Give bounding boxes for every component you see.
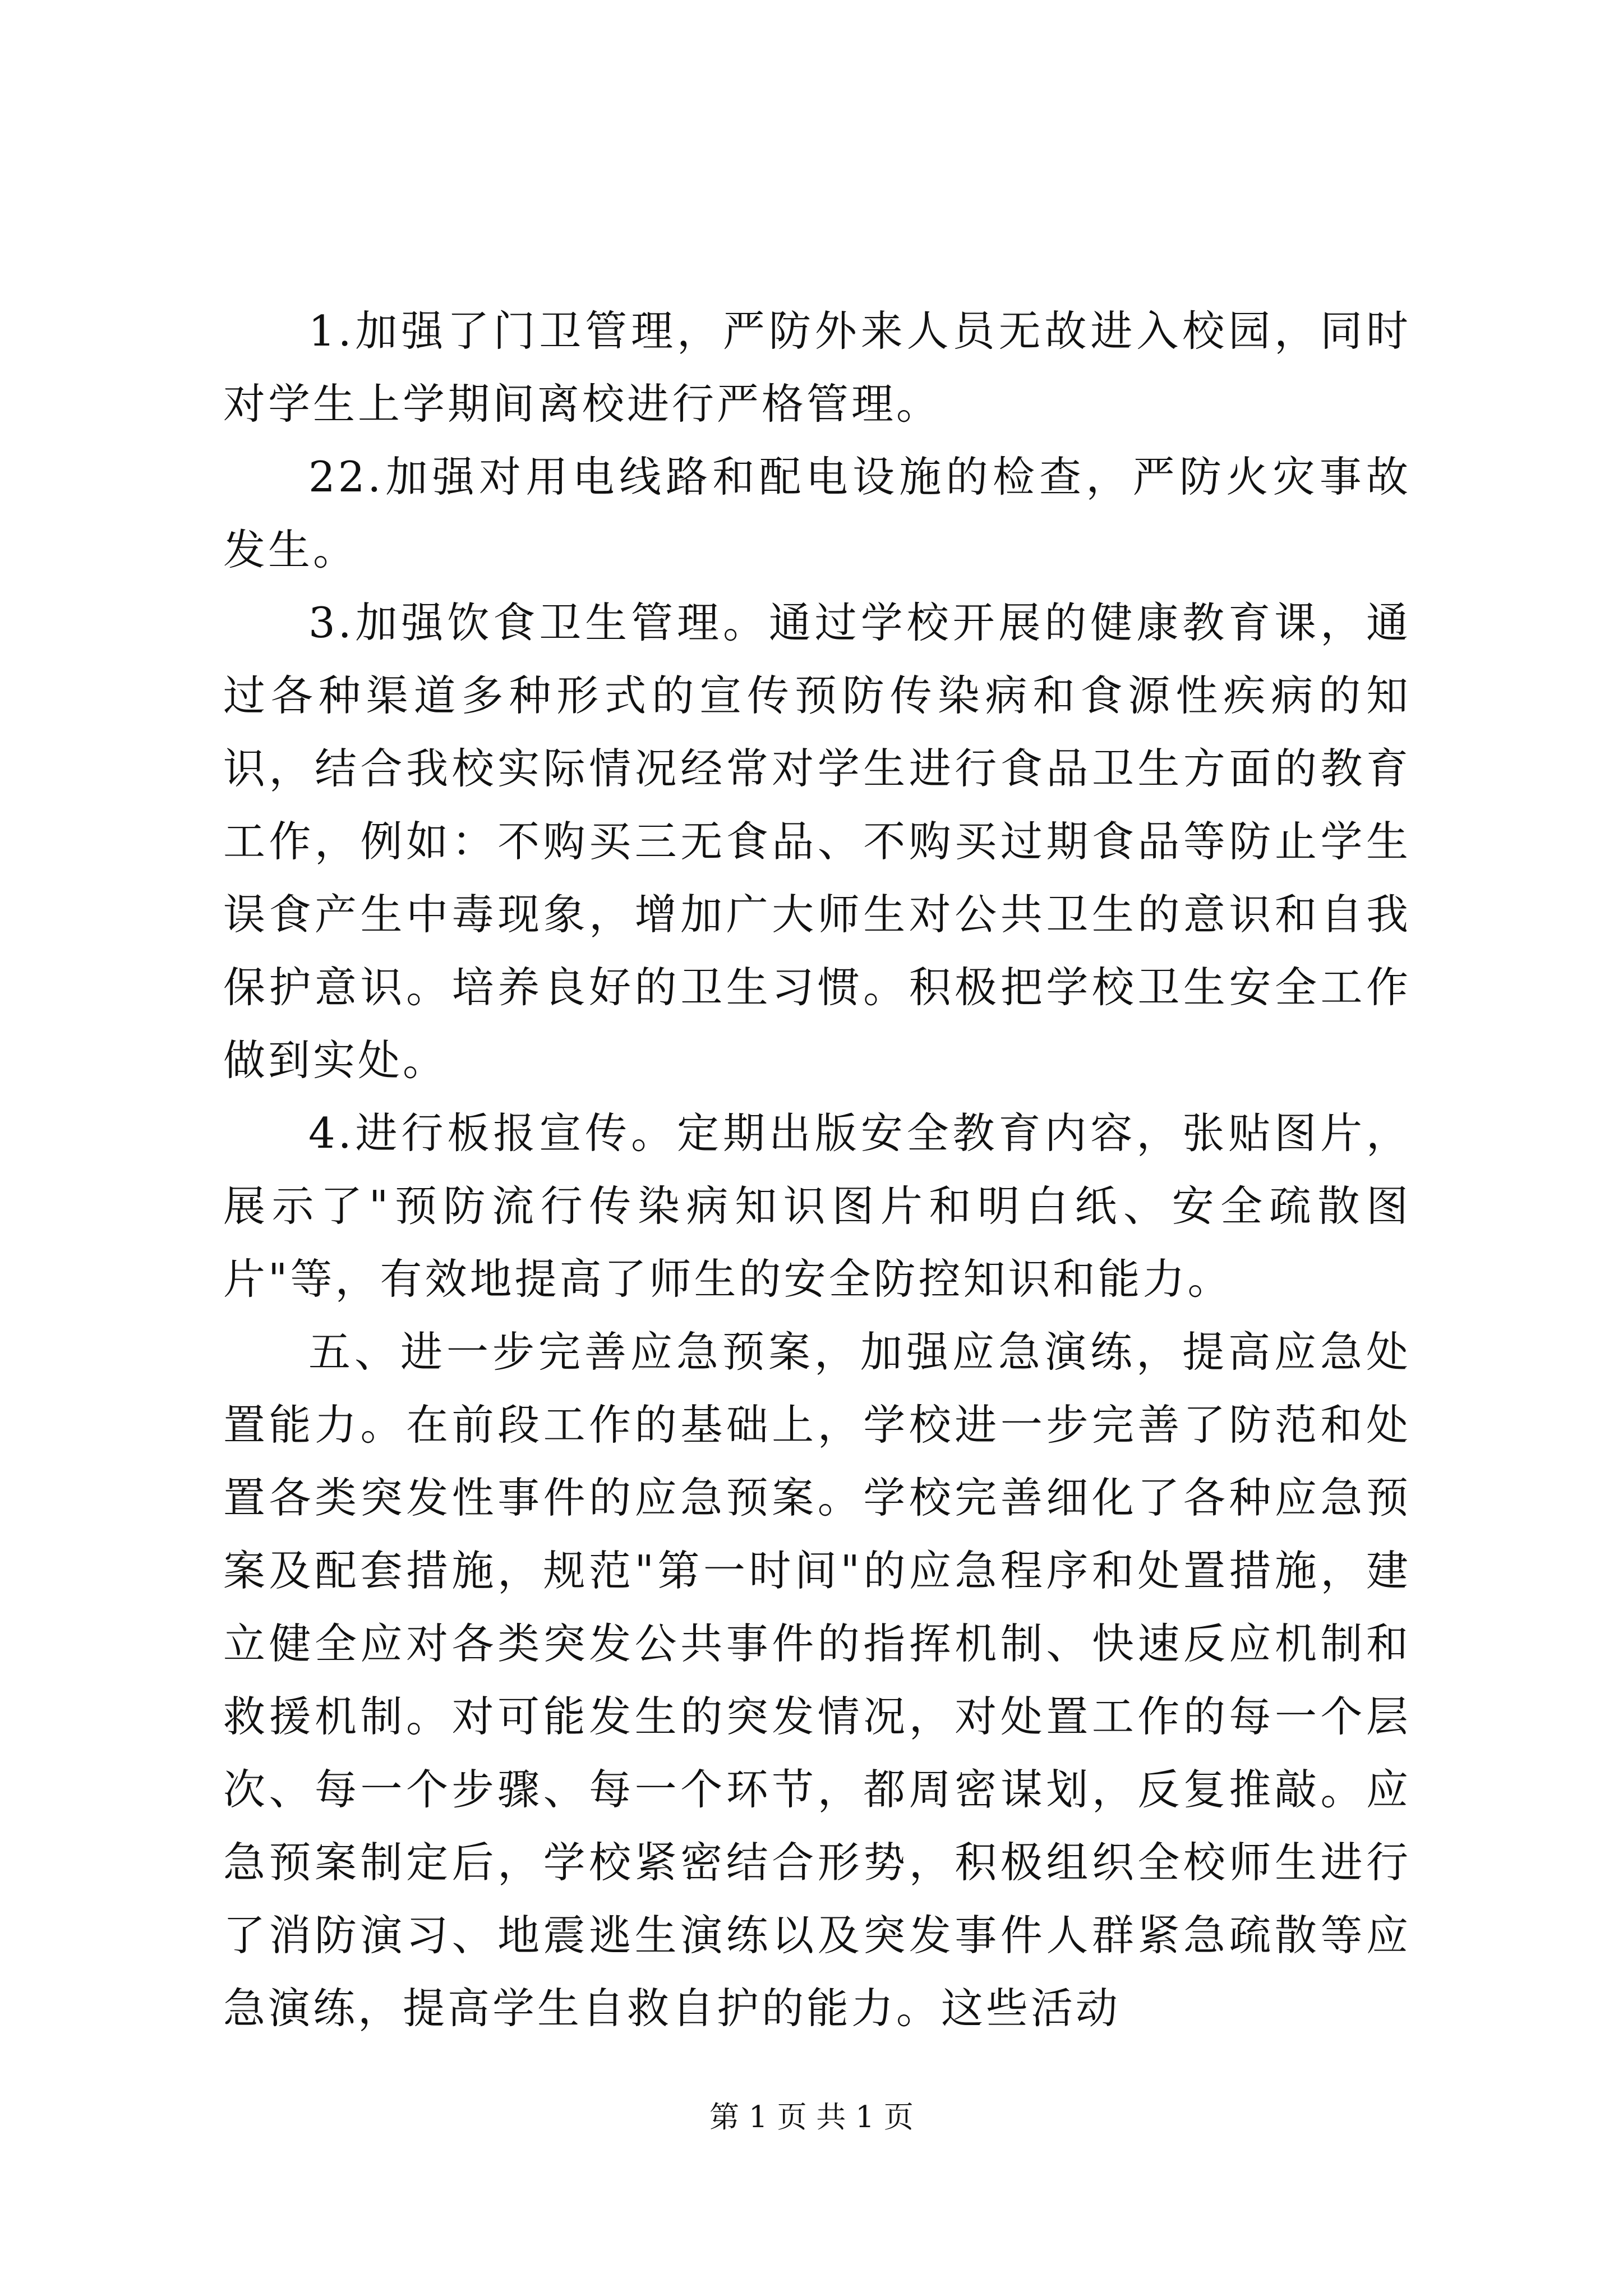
document-body [223, 295, 1411, 2045]
paragraph-5: 五、进一步完善应急预案，加强应急演练，提高应急处置能力。在前段工作的基础上，学校进一步完善了防范和处置各类突发性事件的应急预案。学校完善细化了各种应急预案及配套措施，规范"第一时间"的应急程序和处置措施，建立健全应对各类突发公共事件的指挥机制、快速反应机制和救援机制。对可能发生的突发情况，对处置工作的每一个层次、每一个步骤、每一个环节，都周密谋划，反复推敲。应急预案制定后，学校紧密结合形势，积极组织全校师生进行了消防演习、地震逃生演练以及突发事件人群紧急疏散等应急演练，提高学生自救自护的能力。这些活动 [223, 1327, 1411, 2033]
paragraph-3: 3.加强饮食卫生管理。通过学校开展的健康教育课，通过各种渠道多种形式的宣传预防传染病和食源性疾病的知识，结合我校实际情况经常对学生进行食品卫生方面的教育工作，例如：不购买三无食品、不购买过期食品等防止学生误食产生中毒现象，增加广大师生对公共卫生的意识和自我保护意识。培养良好的卫生习惯。积极把学校卫生安全工作做到实处。 [223, 598, 1411, 1085]
page-footer: 第 1 页 共 1 页 [709, 2100, 914, 2134]
paragraph-1: 1.加强了门卫管理，严防外来人员无故进入校园，同时对学生上学期间离校进行严格管理。 [223, 306, 1411, 429]
paragraph-2: 22.加强对用电线路和配电设施的检查，严防火灾事故发生。 [223, 452, 1411, 574]
paragraph-4: 4.进行板报宣传。定期出版安全教育内容，张贴图片，展示了"预防流行传染病知识图片和明白纸、安全疏散图片"等，有效地提高了师生的安全防控知识和能力。 [223, 1108, 1411, 1304]
